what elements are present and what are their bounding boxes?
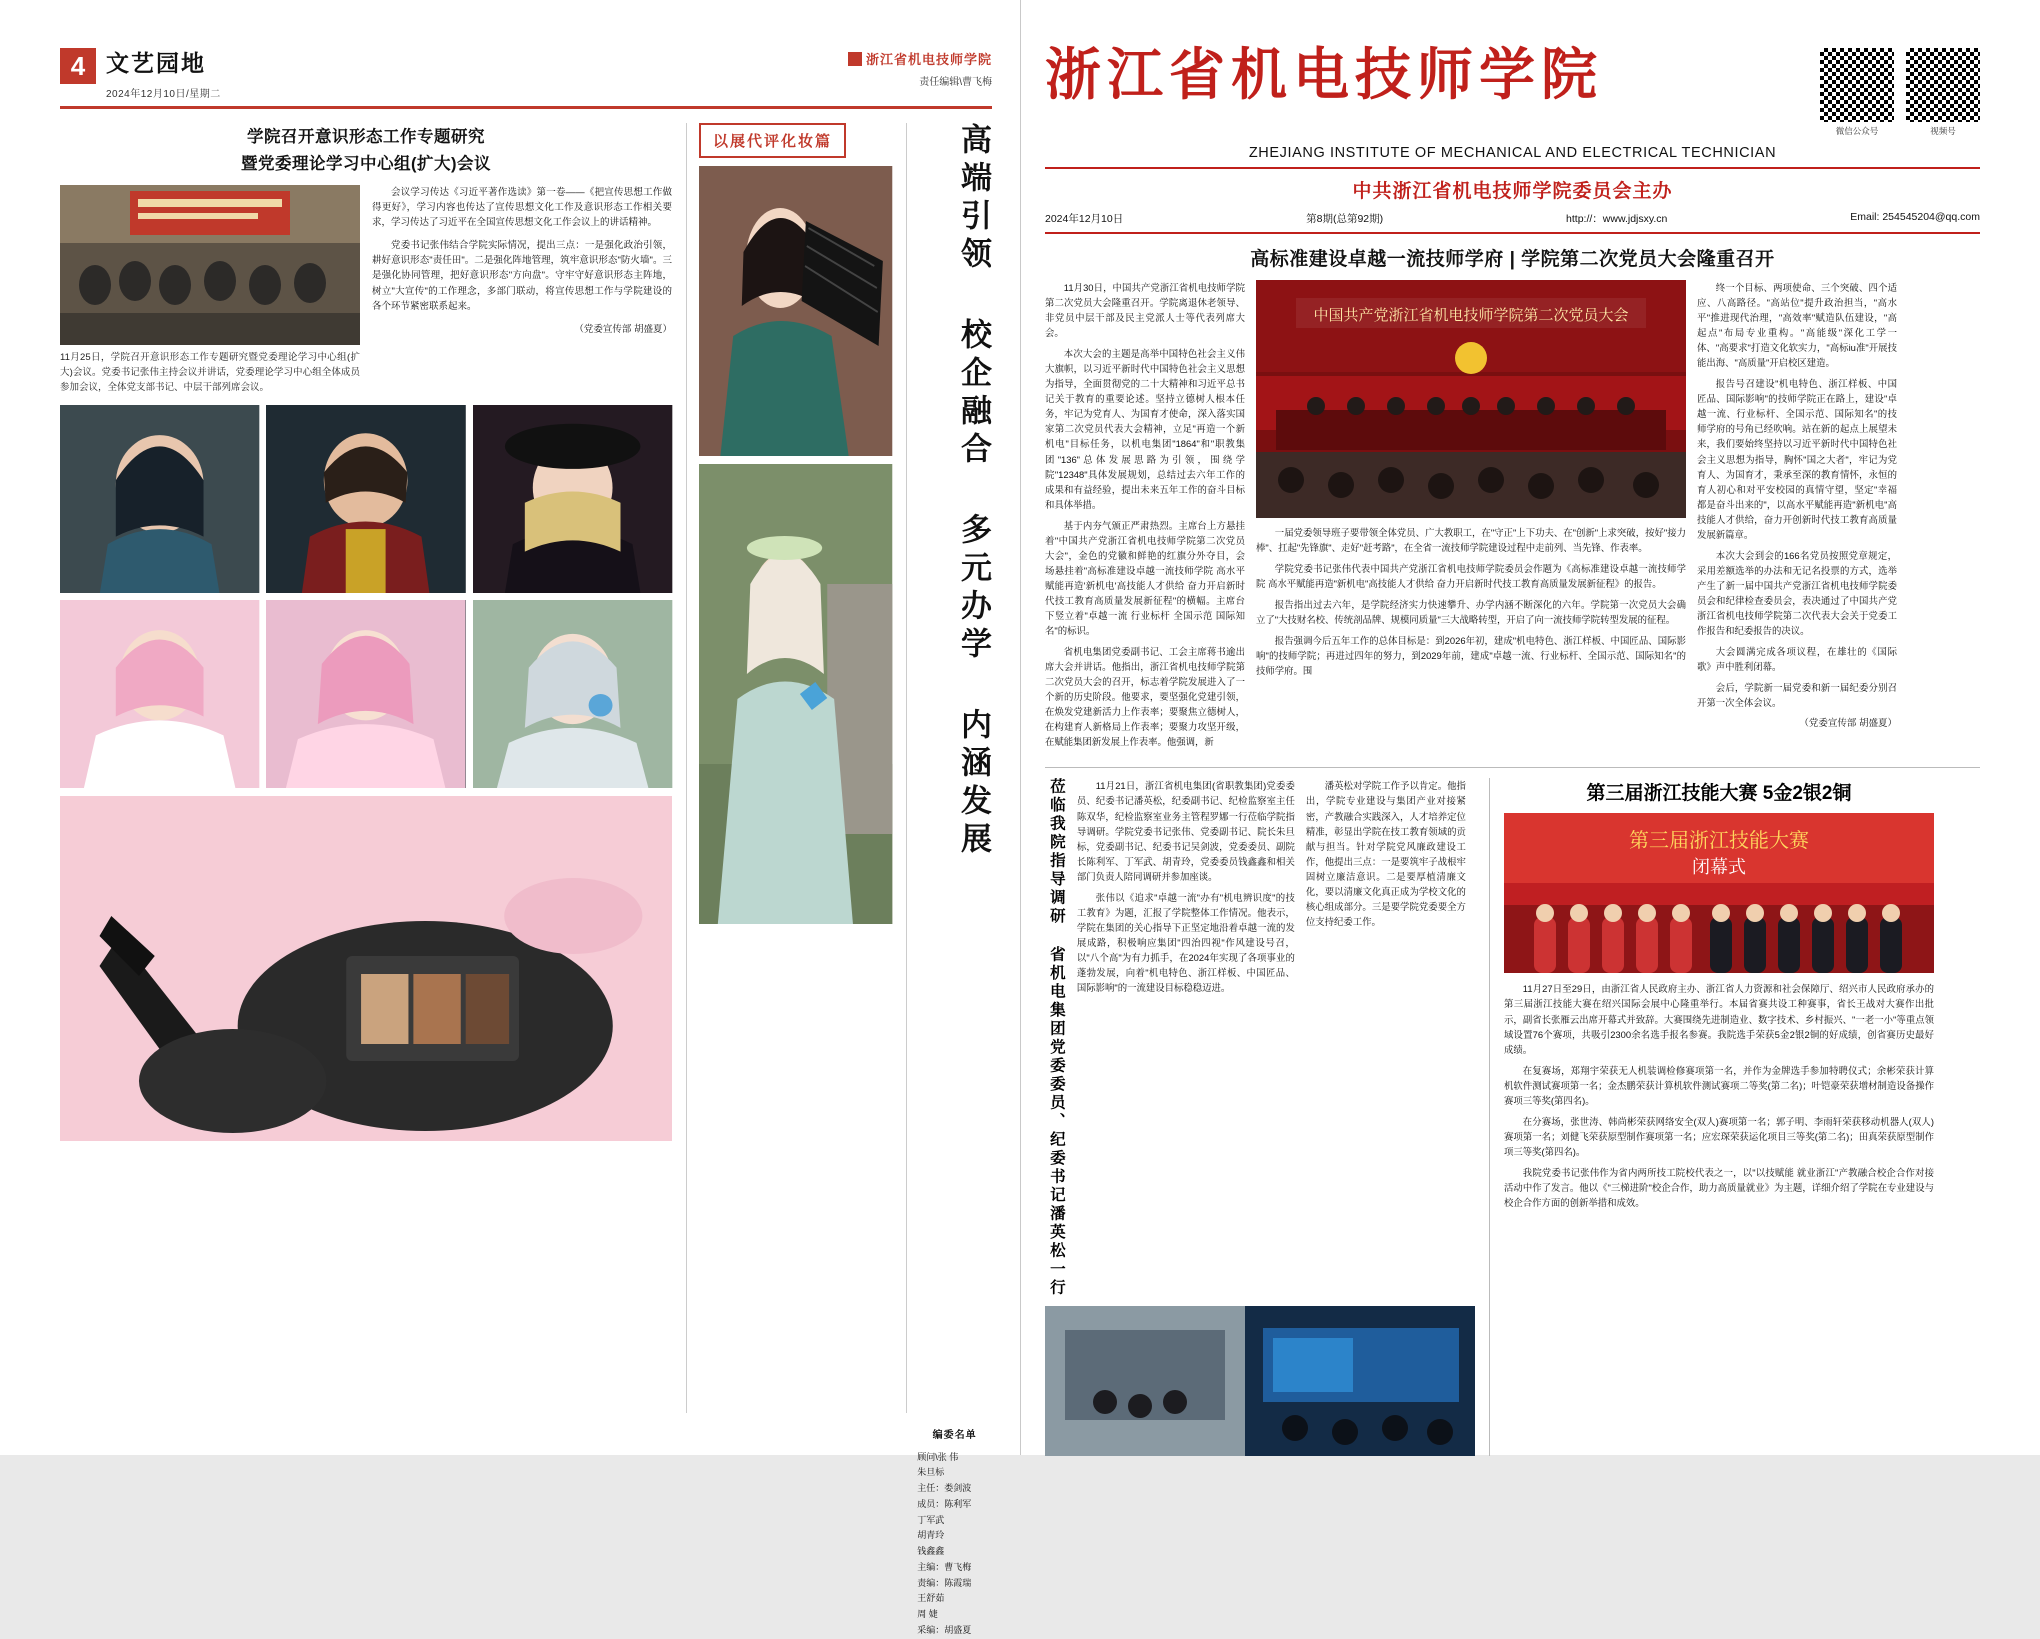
editorial-board-row: 成员：陈利军 (917, 1498, 972, 1509)
lead-column-2 (1256, 280, 1686, 755)
article-signature: （党委宣传部 胡盛夏） (574, 323, 672, 335)
meeting-photo-block (60, 185, 360, 396)
lead-paragraph: 基于内夯气颁正严肃热烈。主席台上方悬挂着"中国共产党浙江省机电技师学院第二次党员大会"，金色的党徽和鲜艳的红旗分外夺目，会场悬挂着"高标准建设卓越一流技师学院 高水平赋能再造'新机电'高技能人才供给 奋力开启新时代技工教育高质量发展新征程"的横幅。主席台下竖立着"卓越一流 行业标杆 全国示范 国际知名"的标识。 (1045, 519, 1245, 637)
editorial-board-row: 顾问\张 伟 (917, 1451, 959, 1462)
visit-paragraph: 11月21日，浙江省机电集团(省职教集团)党委委员、纪委书记潘英松，纪委副书记、纪检监察室主任陈双华，纪检监察室业务主管程罗娜一行莅临学院指导调研。学院党委书记张伟、党委副书记、院长朱旦标，党委副书记、纪委书记吴剑波，党委委员、副院长陈利军、丁军武、胡青玲，党委委员钱鑫鑫和相关部门负责人陪同调研并参加座谈。 (1076, 780, 1295, 882)
editorial-board-row: 胡青玲 (917, 1530, 945, 1541)
skill-paragraph: 在分赛场，张世涛、韩尚彬荣获网络安全(双人)赛项第一名；郭子明、李雨轩荣获移动机器人(双人)赛项第一名；刘健飞荣获原型制作赛项第一名；应宏琛荣获运化项目三等奖(第二名)；田真荣获原型制作项三等奖(第四名)。 (1504, 1115, 1934, 1157)
visit-body-2 (1306, 778, 1466, 1298)
cosplay-photo (60, 405, 259, 593)
cosplay-photo (473, 405, 672, 593)
skill-paragraph: 我院党委书记张伟作为省内两所技工院校代表之一，以"以技赋能 就业浙江"产教融合校企合作对接活动中作了发言。他以《"三梯进阶"校企合作，助力高质量就业》为主题，详细介绍了学院在专业建设与校企合作方面的创新举措和成效。 (1504, 1166, 1934, 1209)
congress-banner-text: 中国共产党浙江省机电技师学院第二次党员大会 (1313, 306, 1629, 324)
skill-banner-subtitle: 闭幕式 (1692, 857, 1746, 879)
article-title-line2: 暨党委理论学习中心组(扩大)会议 (241, 154, 491, 173)
meeting-photo-caption: 11月25日，学院召开意识形态工作专题研究暨党委理论学习中心组(扩大)会议。党委书记张伟主持会议并讲话，党委理论学习中心组全体成员参加会议，全体党支部书记、中层干部列席会议。 (60, 351, 360, 393)
top-article (60, 185, 672, 396)
skill-body (1504, 981, 1934, 1210)
editorial-board-row: 责编：陈霞瑞 (917, 1577, 972, 1588)
institution-logo-text: 浙江省机电技师学院 (865, 52, 992, 67)
qr-video[interactable] (1906, 48, 1980, 137)
lead-paragraph: 省机电集团党委副书记、工会主席蒋书逾出席大会并讲话。他指出，浙江省机电技师学院第二次党员大会的召开，标志着学院发展进入了一个新的历史阶段。他要求，要坚强化党建引领，在焕发党建新活力上作表率；要聚焦立德树人，在构建育人新格局上作表率；要聚力攻坚开级，在赋能集团新发展上作表率。他强调，新 (1045, 646, 1245, 748)
institution-logo (848, 48, 992, 73)
article-paragraph: 会议学习传达《习近平著作选读》第一卷——《把宣传思想工作做得更好》，学习内容也传达了宣传思想文化工作及意识形态工作相关要求，学习传达了习近平在全国宣传思想文化工作会议上的讲话精神。 (372, 186, 672, 229)
content-divider (1045, 767, 1980, 768)
skill-paragraph: 在复赛场，郑翔宇荣获无人机装调检修赛项第一名，并作为金牌选手参加特聘仪式；余彬荣获计算机软件测试赛项第一名；金杰鹏荣获计算机软件测试赛项二等奖(第二名)；叶铠豪荣获增材制造设备操作赛项三等奖(第四名)。 (1504, 1064, 1934, 1106)
cosmetics-photo (60, 796, 672, 1141)
editorial-board-row: 丁军武 (917, 1514, 945, 1525)
editorial-board-row: 钱鑫鑫 (917, 1546, 945, 1556)
visit-headline: 莅临我院指导调研 省机电集团党委委员、纪委书记潘英松一行 (1047, 778, 1065, 1298)
lead-paragraph: 本次大会到会的166名党员按照党章规定，采用差额选举的办法和无记名投票的方式，选举产生了新一届中国共产党浙江省机电技师学院委员会和纪律检查委员会，表决通过了中国共产党浙江省机电技师学院第二次代表大会关于党委工作报告和纪委报告的决议。 (1697, 549, 1897, 637)
qr-code-icon (1906, 48, 1980, 122)
lead-article (1045, 280, 1980, 755)
skill-banner-photo (1504, 813, 1934, 973)
skill-competition-article (1489, 778, 1934, 1456)
lead-paragraph: 报告强调今后五年工作的总体目标是：到2026年初，建成"机电特色、浙江样板、中国匠品、国际影响"的技师学院；再进过四年的努力，到2029年前，建成"卓越一流、行业标杆、全国示范、国际知名"的技师学府。围 (1256, 635, 1686, 677)
editorial-board-row: 主编：曹飞梅 (917, 1561, 972, 1572)
section-tag: 以展代评化妆篇 (699, 123, 846, 158)
editorial-board-row: 周 婕 (917, 1609, 938, 1619)
left-page (0, 0, 1020, 1635)
lead-column-1 (1045, 280, 1245, 755)
right-masthead (1045, 43, 1980, 137)
congress-photo (1256, 280, 1686, 518)
issue-date: 2024年12月10日/星期二 (106, 89, 221, 100)
editorial-board-row: 主任：娄剑波 (917, 1483, 972, 1493)
left-content (60, 123, 992, 1635)
vertical-slogan: 高端引领 校企融合 多元办学 内涵发展 (955, 123, 991, 860)
lead-paragraph: 报告号召建设"机电特色、浙江样板、中国匠品、国际影响"的技师学院正在路上，建设"卓越一流、行业标杆、全国示范、国际知名"的技师学府的号角已经吹响。站在新的起点上展望未来，我们要始终坚持以习近平新时代中国特色社会主义思想为指导，胸怀"国之大者"，牢记为党育人、为国育才，秉承至深的教育情怀，永恒的育人初心和对平安校园的真情守望，坚定"幸福都是奋斗出来的"，以高水平赋能再造"新机电"高技能人才供给，奋力开创新时代技工教育高质量发展新篇章。 (1697, 378, 1897, 540)
logo-mark-icon (848, 52, 862, 66)
lead-paragraph: 11月30日，中国共产党浙江省机电技师学院第二次党员大会隆重召开。学院离退休老领导、非党员中层干部及民主党派人士等代表列席大会。 (1045, 282, 1245, 339)
article-body (372, 185, 672, 396)
qr-label: 微信公众号 (1835, 126, 1879, 136)
meeting-photo-art (60, 185, 360, 345)
left-masthead-title-group (60, 48, 221, 100)
editorial-board-row: 朱旦标 (917, 1467, 945, 1478)
meta-date: 2024年12月10日 (1045, 213, 1124, 225)
skill-banner-title: 第三届浙江技能大赛 (1629, 828, 1809, 853)
left-masthead (60, 48, 992, 109)
editorial-board (917, 1427, 992, 1639)
right-page (1020, 0, 2040, 1455)
lead-paragraph: 报告指出过去六年，是学院经济实力快速攀升、办学内涵不断深化的六年。学院第一次党员大会确立了"大技财名校、传统剖品牌、规模同质量"三大战略转型，开启了向一流技师学院转型发展的征程。 (1256, 599, 1686, 626)
lead-paragraph: 会后，学院新一届党委和新一届纪委分别召开第一次全体会议。 (1697, 682, 1897, 709)
meta-email[interactable]: Email: 254545204@qq.com (1850, 211, 1980, 223)
qr-group (1820, 48, 1980, 137)
editorial-board-row: 采编：胡盛夏 (917, 1624, 972, 1635)
lead-paragraph: 大会圆满完成各项议程，在雄壮的《国际歌》声中胜利闭幕。 (1697, 646, 1897, 673)
lead-column-3 (1697, 280, 1897, 755)
editor-line: 责任编辑\曹飞梅 (919, 76, 992, 88)
right-content (1045, 244, 1980, 1456)
visit-body-1 (1077, 778, 1295, 1298)
visit-article (1045, 778, 1475, 1456)
lower-section (1045, 778, 1980, 1456)
paper-title: 浙江省机电技师学院 (1045, 43, 1603, 108)
meeting-photo (60, 185, 360, 345)
left-column-feature (686, 123, 892, 1413)
lead-signature: （党委宣传部 胡盛夏） (1799, 718, 1897, 730)
section-title: 文艺园地 (106, 50, 206, 76)
article-paragraph: 党委书记张伟结合学院实际情况，提出三点：一是强化政治引领，耕好意识形态"责任田"。二是强化阵地管理，筑牢意识形态"防火墙"。三是强化协同管理，把好意识形态"方向盘"。守牢守好意识形态主阵地，树立"大宣传"的工作理念，多部门联动，将宣传思想工作与学院建设的各个环节紧密联系起来。 (372, 239, 672, 313)
page-number: 4 (60, 48, 96, 84)
lead-headline: 高标准建设卓越一流技师学府 | 学院第二次党员大会隆重召开 (1250, 249, 1775, 270)
article-title-line1: 学院召开意识形态工作专题研究 (247, 128, 485, 146)
cosplay-photo (266, 600, 465, 788)
organizer-line: 中共浙江省机电技师学院委员会主办 (1352, 181, 1673, 202)
cosplay-photo (266, 405, 465, 593)
slogan-column (917, 123, 992, 1413)
lead-paragraph: 一届党委领导班子要带领全体党员、广大教职工，在"守正"上下功夫、在"创新"上求突破，按好"接力棒"、扛起"先锋旗"、走好"赶考路"，在全省一流技师学院建设过程中走前列、当先锋、作表率。 (1256, 527, 1686, 554)
qr-code-icon (1820, 48, 1894, 122)
visit-paragraph: 潘英松对学院工作予以肯定。他指出，学院专业建设与集团产业对接紧密，产教融合实践深入，人才培养定位精准，彰显出学院在技工教育领域的贡献与担当。针对学院党风廉政建设工作，他提出三点：一是要筑牢子战根牢固树立廉洁意识。二是要厚植清廉文化，要以清廉文化真正成为学校文化的核心组成部分。三是要学院党委要全方位支持纪委工作。 (1305, 780, 1466, 927)
masthead-divider (1045, 167, 1980, 169)
model-photo-fan (699, 166, 892, 456)
visit-paragraph: 张伟以《追求"卓越一流"办有"机电辨识度"的技工教育》为题，汇报了学院整体工作情况。他表示，学院在集团的关心指导下正坚定地沿着卓越一流的发展成路，积极响应集团"四治四视"作风建设号召，以"八个高"为有力抓手，在2024年实现了各项事业的蓬勃发展，向着"机电特色、浙江样板、中国匠品、国际影响"的一流建设目标稳稳迈进。 (1076, 891, 1295, 994)
paper-title-english: ZHEJIANG INSTITUTE OF MECHANICAL AND ELECTRICAL TECHNICIAN (1248, 145, 1777, 161)
skill-paragraph: 11月27日至29日，由浙江省人民政府主办、浙江省人力资源和社会保障厅、绍兴市人民政府承办的第三届浙江技能大赛在绍兴国际会展中心隆重举行。本届省赛共设工种赛事，省长王战对大赛作出批示，副省长张雁云出席开幕式并致辞。大赛围绕先进制造业、数字技术、乡村振兴、"一老一小"等重点领域设置76个赛项，共吸引2300余名选手报名参赛。我院选手荣获5金2银2铜的好成绩，创省赛历史最好成绩。 (1504, 983, 1934, 1055)
masthead-meta (1045, 211, 1980, 234)
visit-photo (1045, 1306, 1475, 1456)
qr-label: 视频号 (1930, 126, 1956, 136)
cosplay-photo-grid (60, 405, 672, 788)
qr-wechat[interactable] (1820, 48, 1894, 137)
model-photo-garden (699, 464, 892, 924)
cosplay-photo (60, 600, 259, 788)
lead-paragraph: 终一个目标、两项使命、三个突破、四个适应、八高路径。"高站位"提升政治担当，"高水平"推进现代治理，"高效率"赋造队伍建设，"高起点"布局专业重构。"高能级"深化工学一体、"高要求"打造文化软实力，"高标iu准"开展技能出海、"高质量"开启校区建造。 (1697, 282, 1897, 369)
editorial-board-heading: 编委名单 (932, 1430, 977, 1441)
left-column-main (60, 123, 672, 1413)
meta-site[interactable]: http://：www.jdjsxy.cn (1566, 213, 1668, 225)
left-column-slogan (906, 123, 992, 1635)
skill-headline: 第三届浙江技能大赛 5金2银2铜 (1586, 783, 1852, 805)
lead-paragraph: 本次大会的主题是高举中国特色社会主义伟大旗帜，以习近平新时代中国特色社会主义思想为指导，全面贯彻党的二十大精神和习近平总书记关于教育的重要论述。坚持立德树人根本任务，牢记为党育人、为国育才使命，深入落实国家第二次党员代表大会精神，立足"再造一个新机电"目标任务，以机电集团"1864"和"职教集团"136"总体发展思路为引领，围绕学院"12348"具体发展规划，总结过去六年工作的成果和有益经验，提出未来五年工作的奋斗目标和具体举措。 (1045, 348, 1245, 510)
meta-issue: 第8期(总第92期) (1306, 213, 1384, 225)
lead-paragraph: 学院党委书记张伟代表中国共产党浙江省机电技师学院委员会作题为《高标准建设卓越一流技师学院 高水平赋能再造"新机电"高技能人才供给 奋力开启新时代技工教育高质量发展新征程》的报告。 (1256, 563, 1686, 590)
editorial-board-row: 王舒茹 (917, 1593, 945, 1604)
cosplay-photo (473, 600, 672, 788)
left-masthead-meta (848, 48, 992, 92)
